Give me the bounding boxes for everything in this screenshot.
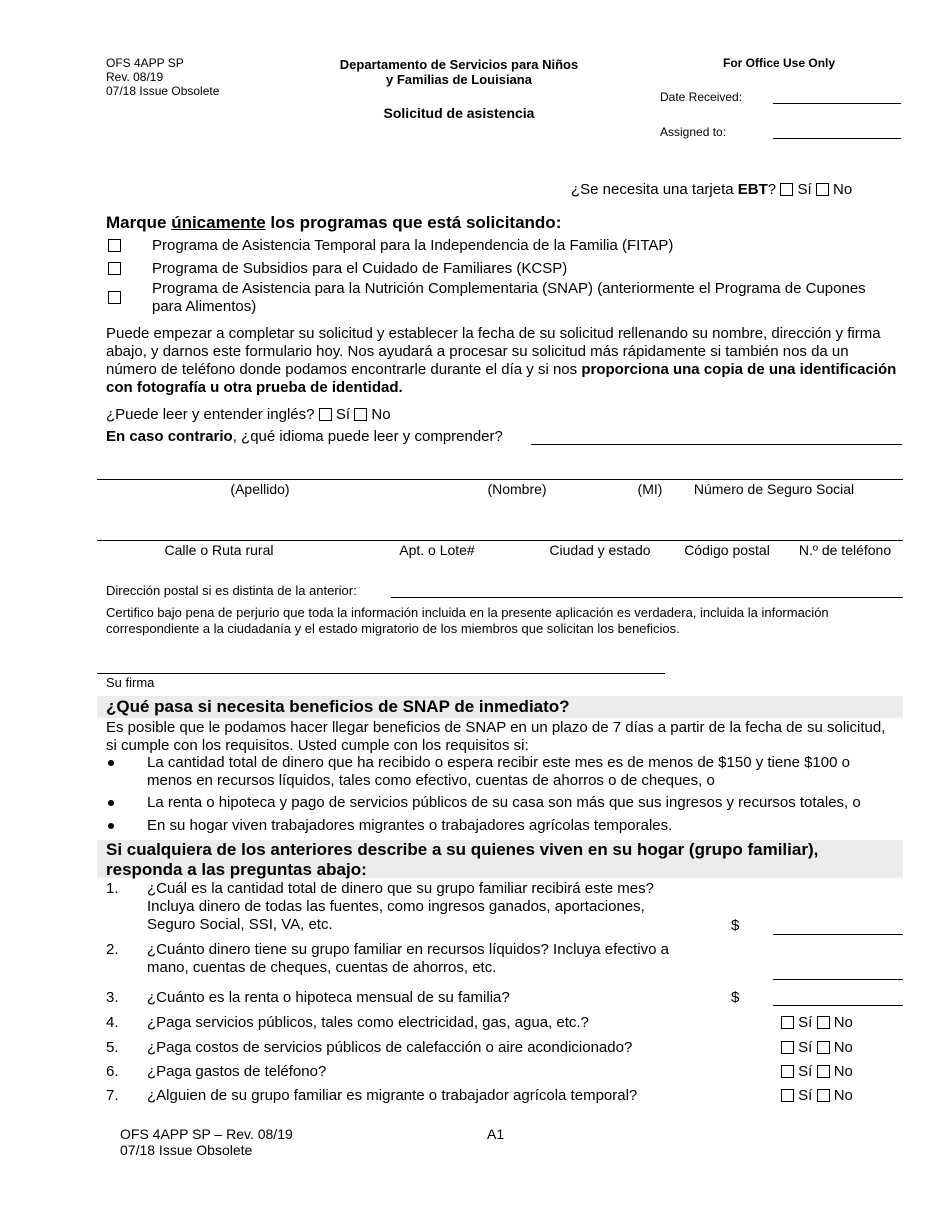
date-received-label: Date Received: xyxy=(660,90,743,104)
snap-intro: Es posible que le podamos hacer llegar beneficios de SNAP en un plazo de 7 días a partir de la fecha de su solicitud, si cumple con los requisitos. Usted cumple con los requisitos si: xyxy=(106,719,886,754)
program-snap-label: Programa de Asistencia para la Nutrición Complementaria (SNAP) (anteriormente el Programa de Cupones para Alimentos) xyxy=(152,280,866,315)
assigned-to-field[interactable] xyxy=(773,138,901,139)
agency-name-line2: y Familias de Louisiana xyxy=(386,72,532,87)
zip-label: Código postal xyxy=(684,542,770,558)
snap-bullet-1: La cantidad total de dinero que ha recibido o espera recibir este mes es de menos de $150 y tiene $100 o menos en recursos líquidos, tales como efectivo, cuentas de ahorros o de cheques, o xyxy=(147,754,850,789)
question-4-yes-label: Sí xyxy=(798,1014,813,1031)
question-1-amount-field[interactable] xyxy=(773,934,903,935)
english-yes-checkbox[interactable] xyxy=(319,408,332,421)
intro-paragraph xyxy=(106,325,898,397)
questions-heading: Si cualquiera de los anteriores describe a su quienes viven en su hogar (grupo familiar), responda a las preguntas abajo: xyxy=(106,840,819,879)
program-fitap-checkbox[interactable] xyxy=(108,239,121,252)
form-obsolete-note: 07/18 Issue Obsolete xyxy=(106,84,220,98)
agency-name-line1: Departamento de Servicios para Niños xyxy=(339,57,579,72)
question-6-yes-checkbox[interactable] xyxy=(781,1065,794,1078)
question-1-dollar: $ xyxy=(731,917,740,934)
english-no-checkbox[interactable] xyxy=(354,408,367,421)
ebt-question-mark: ? xyxy=(767,181,777,198)
question-3-amount-field[interactable] xyxy=(773,1005,903,1006)
programs-heading-pre: Marque xyxy=(106,213,172,232)
question-5-yes-checkbox[interactable] xyxy=(781,1041,794,1054)
ebt-yes-label: Sí xyxy=(797,181,812,198)
other-language-field[interactable] xyxy=(531,444,902,445)
question-7-no-checkbox[interactable] xyxy=(817,1089,830,1102)
question-3-number: 3. xyxy=(106,989,119,1006)
ssn-label: Número de Seguro Social xyxy=(693,481,855,497)
last-name-label: (Apellido) xyxy=(230,481,290,497)
programs-heading-post: los programas que está solicitando: xyxy=(265,213,562,232)
programs-heading xyxy=(106,213,561,233)
footer-form-revision: OFS 4APP SP – Rev. 08/19 xyxy=(120,1126,293,1142)
programs-heading-underline: únicamente xyxy=(171,213,266,232)
program-snap-checkbox[interactable] xyxy=(108,291,121,304)
question-6-text: ¿Paga gastos de teléfono? xyxy=(147,1063,327,1080)
question-6-number: 6. xyxy=(106,1063,119,1080)
assigned-to-label: Assigned to: xyxy=(660,125,727,139)
question-1-text: ¿Cuál es la cantidad total de dinero que su grupo familiar recibirá este mes? Incluya dinero de todas las fuentes, como ingresos ganados, aportaciones, Seguro Social, SSI, VA, etc. xyxy=(147,880,654,933)
signature-label: Su firma xyxy=(106,675,155,690)
mailing-address-label: Dirección postal si es distinta de la anterior: xyxy=(106,583,357,598)
question-7-yes-label: Sí xyxy=(798,1087,813,1104)
date-received-field[interactable] xyxy=(773,103,901,104)
program-kcsp-label: Programa de Subsidios para el Cuidado de Familiares (KCSP) xyxy=(152,260,568,277)
other-language-question xyxy=(106,428,503,446)
ebt-no-checkbox[interactable] xyxy=(816,183,829,196)
question-4-yes-no xyxy=(781,1014,853,1032)
intro-text: Puede empezar a completar su solicitud y establecer la fecha de su solicitud rellenando su nombre, dirección y firma abajo, y darnos este formulario hoy. Nos ayudará a procesar su solicitud más rápidamente si también nos da un número de teléfono donde podamos encontrarle durante el día y si nos xyxy=(106,325,881,378)
ebt-no-label: No xyxy=(832,181,853,198)
mailing-address-field[interactable] xyxy=(391,597,903,598)
bullet-icon xyxy=(108,760,114,766)
name-ssn-field-line[interactable] xyxy=(97,479,903,480)
apt-label: Apt. o Lote# xyxy=(399,542,475,558)
ebt-question-text: ¿Se necesita una tarjeta xyxy=(571,181,738,198)
street-label: Calle o Ruta rural xyxy=(164,542,274,558)
signature-field[interactable] xyxy=(97,673,665,674)
question-5-no-label: No xyxy=(833,1039,853,1056)
certification-text: Certifico bajo pena de perjurio que toda la información incluida en la presente aplicación es verdadera, incluida la información correspondiente a la ciudadanía y el estado migratorio de los miembros que solicitan los beneficios. xyxy=(106,605,829,636)
question-2-number: 2. xyxy=(106,941,119,958)
question-5-yes-label: Sí xyxy=(798,1039,813,1056)
other-language-text: , ¿qué idioma puede leer y comprender? xyxy=(232,428,503,445)
other-language-bold: En caso contrario xyxy=(106,428,233,445)
question-5-yes-no xyxy=(781,1039,853,1057)
program-fitap-label: Programa de Asistencia Temporal para la Independencia de la Familia (FITAP) xyxy=(152,237,674,254)
question-4-number: 4. xyxy=(106,1014,119,1031)
question-2-amount-field[interactable] xyxy=(773,979,903,980)
question-2-text: ¿Cuánto dinero tiene su grupo familiar en recursos líquidos? Incluya efectivo a mano, cuentas de cheques, cuentas de ahorros, etc. xyxy=(147,941,669,976)
ebt-yes-checkbox[interactable] xyxy=(780,183,793,196)
question-6-yes-no xyxy=(781,1063,853,1081)
question-4-no-checkbox[interactable] xyxy=(817,1016,830,1029)
question-3-text: ¿Cuánto es la renta o hipoteca mensual de su familia? xyxy=(147,989,510,1006)
question-6-no-checkbox[interactable] xyxy=(817,1065,830,1078)
form-code: OFS 4APP SP xyxy=(106,56,184,70)
question-7-number: 7. xyxy=(106,1087,119,1104)
question-3-dollar: $ xyxy=(731,989,740,1006)
office-use-heading: For Office Use Only xyxy=(723,56,836,70)
bullet-icon xyxy=(108,823,114,829)
english-yes-label: Sí xyxy=(335,406,351,423)
city-state-label: Ciudad y estado xyxy=(549,542,651,558)
question-5-text: ¿Paga costos de servicios públicos de calefacción o aire acondicionado? xyxy=(147,1039,633,1056)
question-5-number: 5. xyxy=(106,1039,119,1056)
question-4-yes-checkbox[interactable] xyxy=(781,1016,794,1029)
snap-bullet-3: En su hogar viven trabajadores migrantes o trabajadores agrícolas temporales. xyxy=(147,817,673,834)
question-7-text: ¿Alguien de su grupo familiar es migrante o trabajador agrícola temporal? xyxy=(147,1087,638,1104)
bullet-icon xyxy=(108,800,114,806)
form-title: Solicitud de asistencia xyxy=(383,105,535,121)
english-question-text: ¿Puede leer y entender inglés? xyxy=(106,406,315,423)
question-5-no-checkbox[interactable] xyxy=(817,1041,830,1054)
question-4-text: ¿Paga servicios públicos, tales como electricidad, gas, agua, etc.? xyxy=(147,1014,589,1031)
first-name-label: (Nombre) xyxy=(487,481,547,497)
snap-heading: ¿Qué pasa si necesita beneficios de SNAP de inmediato? xyxy=(106,697,570,716)
question-1-number: 1. xyxy=(106,880,119,897)
form-revision: Rev. 08/19 xyxy=(106,70,164,84)
ebt-question xyxy=(571,181,852,199)
snap-bullet-2: La renta o hipoteca y pago de servicios públicos de su casa son más que sus ingresos y recursos totales, o xyxy=(147,794,861,811)
middle-initial-label: (MI) xyxy=(637,481,663,497)
ebt-question-bold: EBT xyxy=(737,181,768,198)
question-7-no-label: No xyxy=(833,1087,853,1104)
english-question xyxy=(106,406,391,424)
intro-bold-text: proporciona una copia de una identificación con fotografía u otra prueba de identidad. xyxy=(106,361,897,396)
footer-obsolete-note: 07/18 Issue Obsolete xyxy=(120,1142,253,1158)
address-field-line[interactable] xyxy=(97,540,903,541)
question-6-no-label: No xyxy=(833,1063,853,1080)
question-6-yes-label: Sí xyxy=(798,1063,813,1080)
phone-label: N.º de teléfono xyxy=(798,542,892,558)
program-kcsp-checkbox[interactable] xyxy=(108,262,121,275)
english-no-label: No xyxy=(371,406,391,423)
page-number: A1 xyxy=(487,1126,505,1142)
question-7-yes-checkbox[interactable] xyxy=(781,1089,794,1102)
question-7-yes-no xyxy=(781,1087,853,1105)
question-4-no-label: No xyxy=(833,1014,853,1031)
